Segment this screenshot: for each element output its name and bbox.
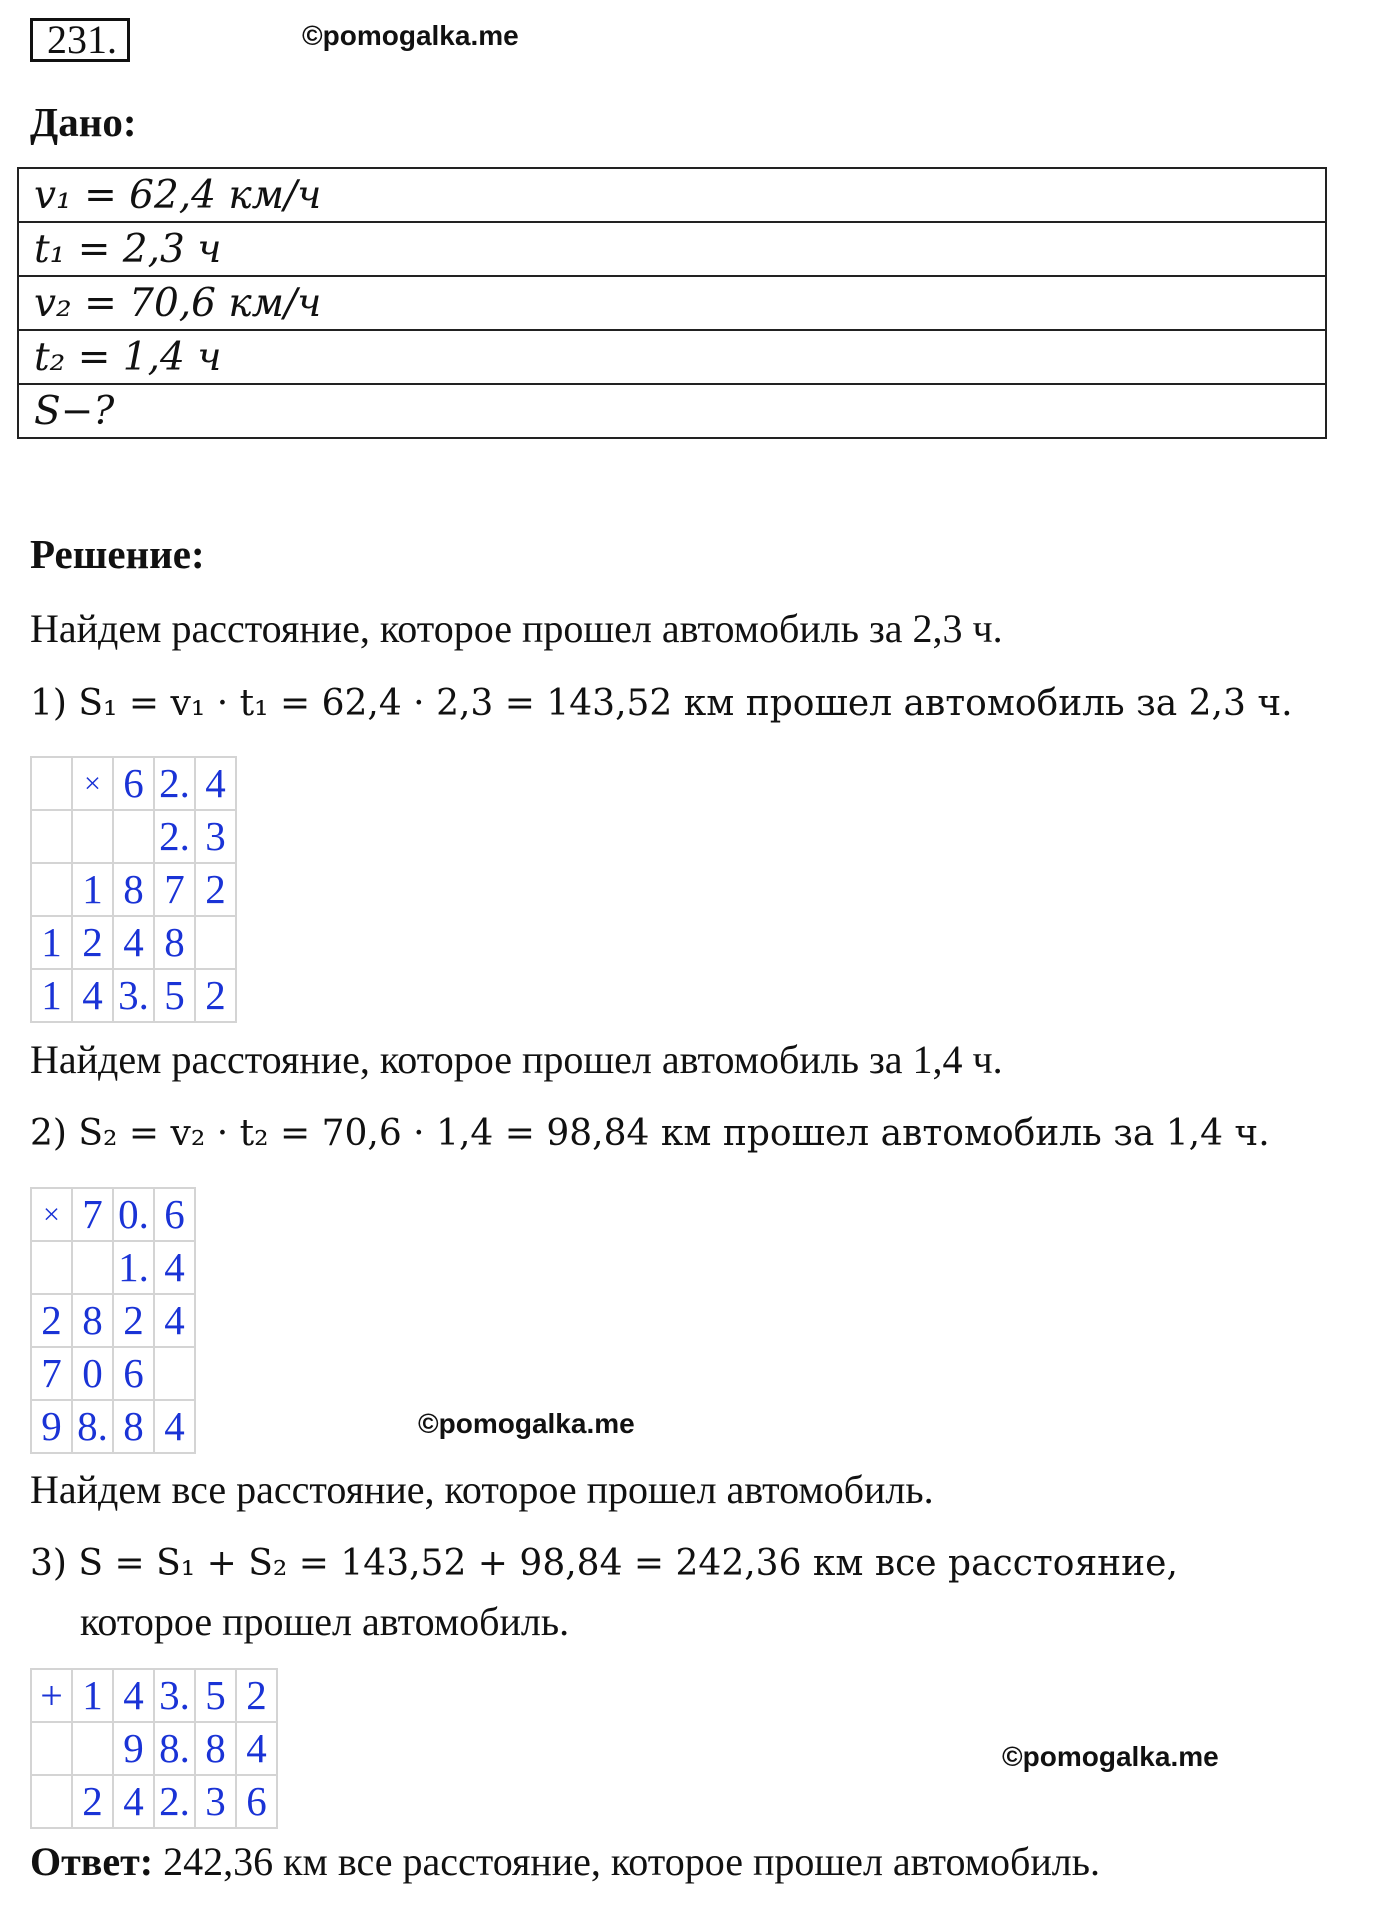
grid-cell: 8. <box>72 1400 113 1453</box>
grid-cell <box>31 863 72 916</box>
given-row: S−? <box>18 384 1326 438</box>
grid-row <box>31 916 236 969</box>
grid-cell: 3 <box>195 1775 236 1828</box>
grid-cell: 2 <box>72 1775 113 1828</box>
grid-cell <box>154 1347 195 1400</box>
step3-formula-line1: 3) S = S₁ + S₂ = 143,52 + 98,84 = 242,36 км все расстояние, <box>30 1543 1178 1584</box>
operator-sign: × <box>31 1188 72 1241</box>
grid-cell: 9 <box>113 1722 154 1775</box>
problem-number: 231. <box>30 18 130 62</box>
grid-cell: 4 <box>113 916 154 969</box>
grid-row <box>31 1775 277 1828</box>
grid-cell <box>72 810 113 863</box>
grid-cell <box>31 810 72 863</box>
step2-text: Найдем расстояние, которое прошел автомобиль за 1,4 ч. <box>30 1037 1003 1082</box>
grid-cell: 4 <box>154 1400 195 1453</box>
grid-cell: 7 <box>154 863 195 916</box>
grid-cell: 2 <box>31 1294 72 1347</box>
given-row: v₁ = 62,4 км/ч <box>18 168 1326 222</box>
operator-sign: + <box>31 1669 72 1722</box>
grid-cell: 1 <box>31 916 72 969</box>
grid-row <box>31 810 236 863</box>
grid-cell: 4 <box>236 1722 277 1775</box>
answer-label: Ответ: <box>30 1839 154 1884</box>
grid-cell: 5 <box>154 969 195 1022</box>
step3-formula-line2: которое прошел автомобиль. <box>80 1599 570 1644</box>
grid-cell <box>31 1241 72 1294</box>
operator-sign: × <box>72 757 113 810</box>
grid-cell: 9 <box>31 1400 72 1453</box>
grid-cell <box>195 916 236 969</box>
answer-line <box>30 1838 1100 1885</box>
step1-text: Найдем расстояние, которое прошел автомобиль за 2,3 ч. <box>30 606 1003 651</box>
grid-cell: 4 <box>113 1669 154 1722</box>
grid-row <box>31 1294 195 1347</box>
grid-row <box>31 1241 195 1294</box>
grid-cell <box>31 757 72 810</box>
grid-cell: 3. <box>154 1669 195 1722</box>
addition-grid <box>30 1668 278 1829</box>
given-row: v₂ = 70,6 км/ч <box>18 276 1326 330</box>
watermark-top: ©pomogalka.me <box>302 20 519 51</box>
given-table <box>17 167 1327 439</box>
grid-cell: 8 <box>72 1294 113 1347</box>
grid-row <box>31 1669 277 1722</box>
multiplication-grid-1 <box>30 756 237 1023</box>
grid-cell <box>72 1722 113 1775</box>
grid-cell: 6 <box>113 1347 154 1400</box>
given-row: t₁ = 2,3 ч <box>18 222 1326 276</box>
grid-cell: 1 <box>72 1669 113 1722</box>
watermark-bottom: ©pomogalka.me <box>1002 1741 1219 1772</box>
grid-cell: 0. <box>113 1188 154 1241</box>
step2-formula: 2) S₂ = v₂ · t₂ = 70,6 · 1,4 = 98,84 км прошел автомобиль за 1,4 ч. <box>30 1113 1270 1154</box>
grid-cell: 2. <box>154 810 195 863</box>
answer-text: 242,36 км все расстояние, которое прошел автомобиль. <box>153 1839 1101 1884</box>
given-row: t₂ = 1,4 ч <box>18 330 1326 384</box>
grid-cell: 4 <box>154 1294 195 1347</box>
grid-row <box>31 1347 195 1400</box>
grid-cell: 4 <box>113 1775 154 1828</box>
grid-cell: 1. <box>113 1241 154 1294</box>
grid-cell: 4 <box>195 757 236 810</box>
grid-cell: 3 <box>195 810 236 863</box>
grid-row <box>31 1188 195 1241</box>
multiplication-grid-2 <box>30 1187 196 1454</box>
grid-cell: 8. <box>154 1722 195 1775</box>
grid-row <box>31 757 236 810</box>
grid-cell: 2 <box>236 1669 277 1722</box>
grid-cell: 7 <box>72 1188 113 1241</box>
grid-row <box>31 1400 195 1453</box>
watermark-middle: ©pomogalka.me <box>418 1408 635 1439</box>
grid-cell: 8 <box>154 916 195 969</box>
grid-cell: 6 <box>236 1775 277 1828</box>
grid-row <box>31 1722 277 1775</box>
grid-row <box>31 969 236 1022</box>
grid-cell: 2. <box>154 757 195 810</box>
grid-cell: 5 <box>195 1669 236 1722</box>
grid-cell <box>31 1722 72 1775</box>
grid-cell: 1 <box>72 863 113 916</box>
grid-cell: 8 <box>195 1722 236 1775</box>
grid-cell: 8 <box>113 863 154 916</box>
given-heading: Дано: <box>30 99 137 145</box>
grid-cell: 2 <box>195 969 236 1022</box>
grid-cell: 3. <box>113 969 154 1022</box>
grid-cell: 4 <box>72 969 113 1022</box>
grid-row <box>31 863 236 916</box>
grid-cell: 1 <box>31 969 72 1022</box>
step3-text: Найдем все расстояние, которое прошел автомобиль. <box>30 1467 934 1512</box>
solution-heading: Решение: <box>30 531 205 577</box>
grid-cell: 6 <box>154 1188 195 1241</box>
grid-cell <box>113 810 154 863</box>
grid-cell: 2. <box>154 1775 195 1828</box>
grid-cell: 2 <box>195 863 236 916</box>
grid-cell: 4 <box>154 1241 195 1294</box>
grid-cell: 0 <box>72 1347 113 1400</box>
step1-formula: 1) S₁ = v₁ · t₁ = 62,4 · 2,3 = 143,52 км прошел автомобиль за 2,3 ч. <box>30 683 1293 724</box>
grid-cell: 8 <box>113 1400 154 1453</box>
grid-cell: 6 <box>113 757 154 810</box>
grid-cell: 2 <box>113 1294 154 1347</box>
grid-cell: 7 <box>31 1347 72 1400</box>
grid-cell: 2 <box>72 916 113 969</box>
grid-cell <box>31 1775 72 1828</box>
grid-cell <box>72 1241 113 1294</box>
